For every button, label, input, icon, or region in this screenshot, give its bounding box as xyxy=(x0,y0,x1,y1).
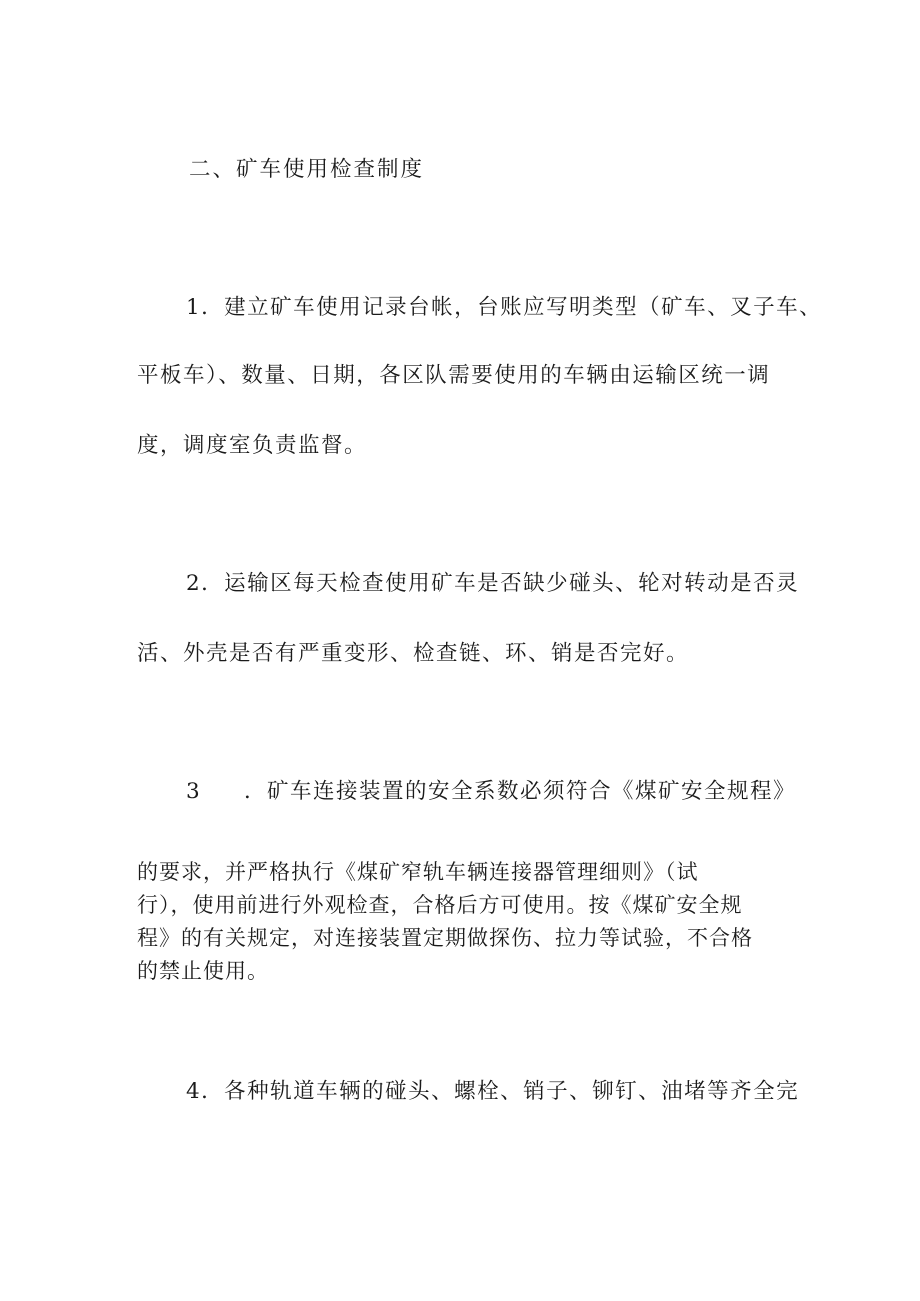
paragraph-3-line-1 xyxy=(186,778,846,806)
paragraph-3-number: 3 xyxy=(186,779,202,804)
paragraph-1-line-3: 度，调度室负责监督。 xyxy=(137,433,368,458)
paragraph-3-line-1-text: ．矿车连接装置的安全系数必须符合《煤矿安全规程》 xyxy=(244,779,797,804)
paragraph-3-line-5: 的禁止使用。 xyxy=(137,959,269,983)
paragraph-3-line-4: 程》的有关规定，对连接装置定期做探伤、拉力等试验，不合格 xyxy=(137,926,753,950)
section-heading: 二、矿车使用检查制度 xyxy=(189,157,425,182)
paragraph-2-line-2: 活、外壳是否有严重变形、检查链、环、销是否完好。 xyxy=(137,641,690,666)
paragraph-3-line-2: 的要求，并严格执行《煤矿窄轨车辆连接器管理细则》（试 xyxy=(137,860,699,884)
paragraph-1-line-2: 平板车）、数量、日期，各区队需要使用的车辆由运输区统一调 xyxy=(137,363,771,388)
paragraph-3-line-3: 行），使用前进行外观检查，合格后方可使用。按《煤矿安全规 xyxy=(137,893,743,917)
paragraph-2-line-1: 2．运输区每天检查使用矿车是否缺少碰头、轮对转动是否灵 xyxy=(186,571,800,596)
paragraph-1-line-1: 1．建立矿车使用记录台帐，台账应写明类型（矿车、叉子车、 xyxy=(186,295,823,320)
paragraph-4-line-1: 4．各种轨道车辆的碰头、螺栓、销子、铆钉、油堵等齐全完 xyxy=(186,1079,800,1104)
